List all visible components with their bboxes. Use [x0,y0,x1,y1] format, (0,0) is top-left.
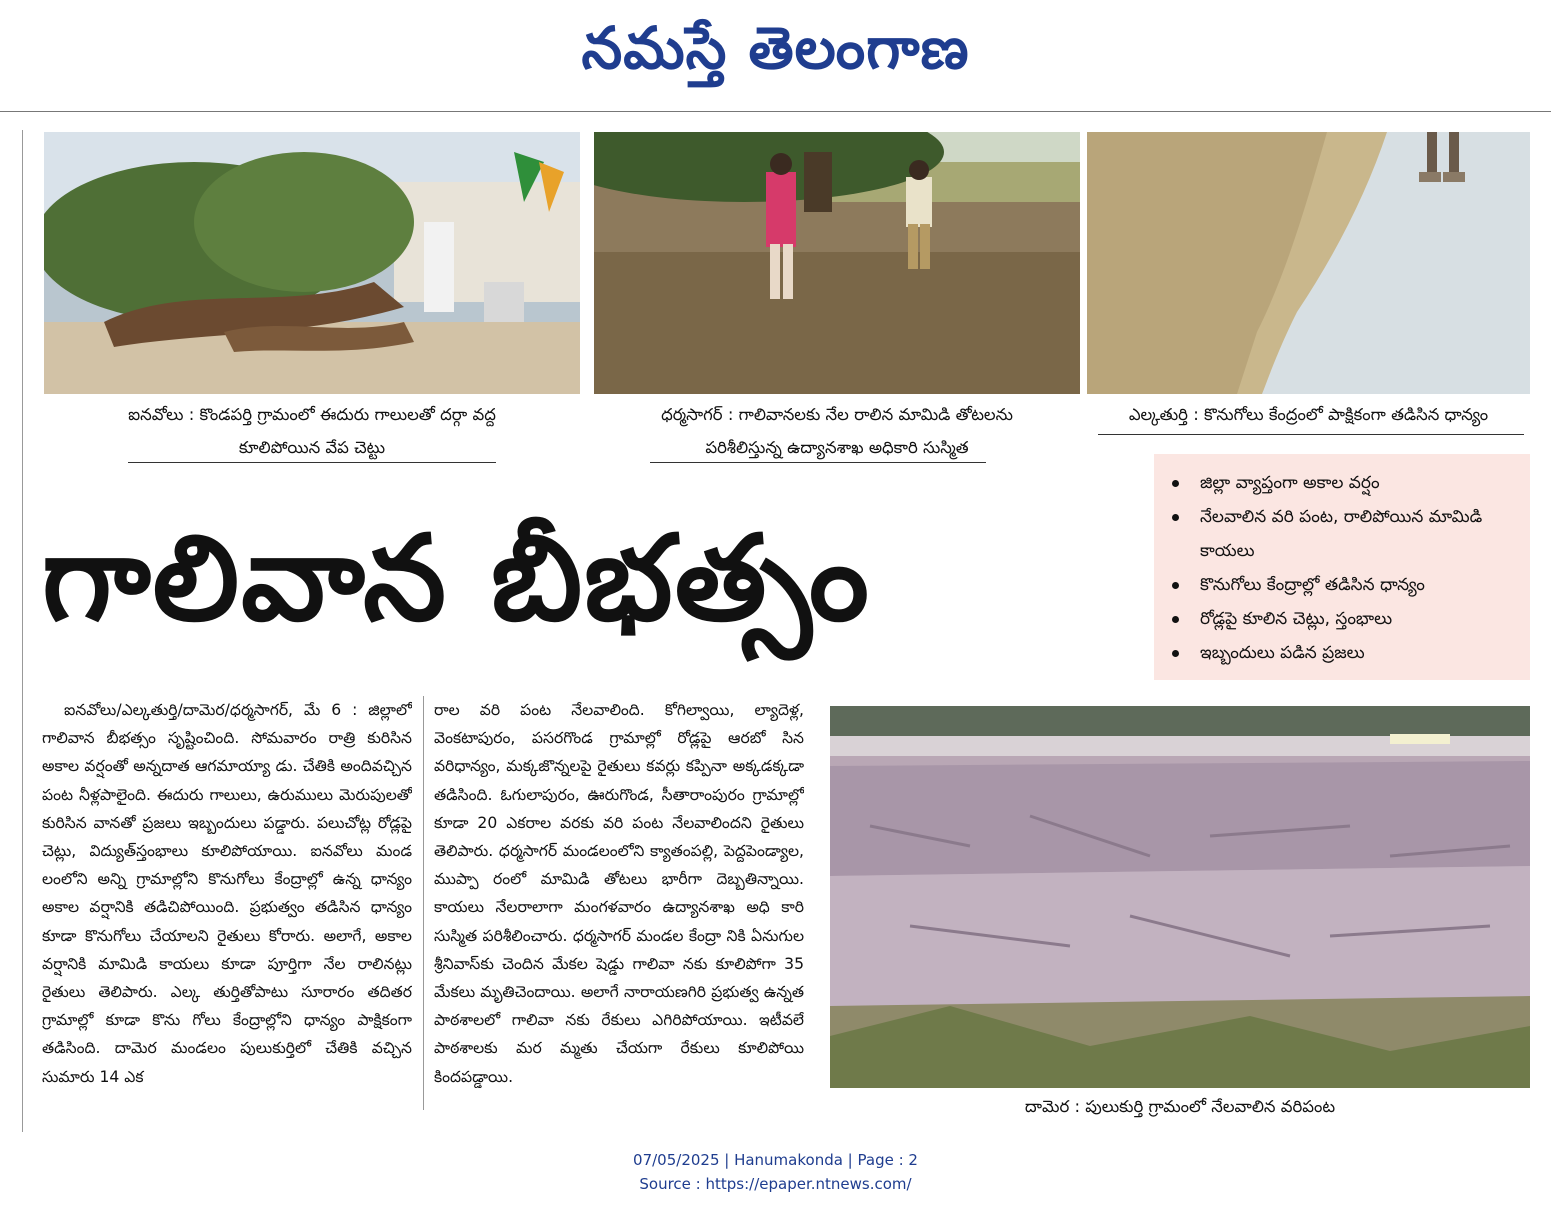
page-footer [0,1148,1551,1196]
photo-caption [830,1092,1530,1122]
photo-fallen-tree [44,132,580,394]
bullet-icon [1172,480,1179,487]
article-paragraph: ఐనవోలు/ఎల్కతుర్తి/దామెర/ధర్మసాగర్, మే 6 : జిల్లాలో గాలివాన బీభత్సం సృష్టించింది. సోమవారం రాత్రి కురిసిన అకాల వర్షంతో అన్నదాత ఆగమాయ్యా డు. చేతికి అందివచ్చిన పంట నీళ్లపాలైంది. ఈదురు గాలులు, ఉరుములు మెరుపులతో కురిసిన వానతో ప్రజలు ఇబ్బందులు పడ్డారు. పలుచోట్ల రోడ్లపై చెట్లు, విద్యుత్‌స్తంభాలు కూలిపోయాయి. ఐనవోలు మండ లంలోని అన్ని గ్రామాల్లోని కొనుగోలు కేంద్రాల్లో ఉన్న ధాన్యం అకాల వర్షానికి తడిచిపోయింది. ప్రభుత్వం తడిసిన ధాన్యం కూడా కొనుగోలు చేయాలని రైతులు కోరారు. అలాగే, అకాల వర్షానికి మామిడి కాయలు కూడా పూర్తిగా నేల రాలినట్లు రైతులు తెలిపారు. ఎల్క తుర్తితోపాటు సూరారం తదితర గ్రామాల్లో కూడా కొను గోలు కేంద్రాల్లోని ధాన్యం పాక్షికంగా తడిసింది. దామెర మండలం పులుకుర్తిలో చేతికి వచ్చిన సుమారు 14 ఎక [42,701,412,1086]
article-column-2 [434,696,804,1116]
highlight-item: ఇబ్బందులు పడిన ప్రజలు [1154,636,1530,670]
photo-mango-orchard [594,132,1080,394]
caption-line: ధర్మసాగర్ : గాలివానలకు నేల రాలిన మామిడి తోటలను [661,405,1013,424]
bullet-icon [1172,514,1179,521]
source-link[interactable]: Source : https://epaper.ntnews.com/ [639,1175,912,1193]
masthead-divider [0,111,1551,112]
bullet-icon [1172,582,1179,589]
photo-wet-paddy [1087,132,1530,394]
photo-caption [594,398,1080,464]
caption-line: పరిశీలిస్తున్న ఉద్యానశాఖ అధికారి సుస్మిత [705,438,969,457]
photo-caption [44,398,580,464]
highlight-item: రోడ్లపై కూలిన చెట్లు, స్తంభాలు [1154,602,1530,636]
highlight-item: నేలవాలిన వరి పంట, రాలిపోయిన మామిడి కాయలు [1154,500,1530,568]
article-paragraph: రాల వరి పంట నేలవాలింది. కోగిల్వాయి, ల్యాదెళ్ల, వెంకటాపురం, పసరగొండ గ్రామాల్లో రోడ్లపై ఆరబో సిన వరిధాన్యం, మక్కజొన్నలపై రైతులు కవర్లు కప్పినా అక్కడక్కడా తడిసింది. ఓగులాపురం, ఊరుగొండ, సీతారాంపురం గ్రామాల్లో కూడా 20 ఎకరాల వరకు వరి పంట నేలవాలిందని రైతులు తెలిపారు. ధర్మసాగర్ మండలంలోని క్యాతంపల్లి, పెద్దపెండ్యాల, ముప్పా రంలో మామిడి తోటలు భారీగా దెబ్బతిన్నాయి. కాయలు నేలరాలాగా మంగళవారం ఉద్యానశాఖ అధి కారి సుస్మిత పరిశీలించారు. ధర్మసాగర్ మండల కేంద్రా నికి ఏనుగుల శ్రీనివాస్‌కు చెందిన మేకల షెడ్డు గాలివా నకు కూలిపోగా 35 మేకలు మృతిచెందాయి. అలాగే నారాయణగిరి ప్రభుత్వ ఉన్నత పాఠశాలలో గాలివా నకు రేకులు ఎగిరిపోయాయి. ఇటీవలే పాఠశాలకు మర మ్మతు చేయగా రేకులు కూలిపోయి కిందపడ్డాయి. [434,701,804,1086]
caption-underline [128,462,496,463]
highlights-box [1154,454,1530,680]
caption-line: కూలిపోయిన వేప చెట్టు [238,438,386,457]
caption-underline [1098,434,1524,435]
highlight-item: కొనుగోలు కేంద్రాల్లో తడిసిన ధాన్యం [1154,568,1530,602]
highlight-item: జిల్లా వ్యాప్తంగా అకాల వర్షం [1154,466,1530,500]
article-column-1 [42,696,412,1116]
masthead [0,0,1551,112]
bullet-icon [1172,650,1179,657]
caption-line: దామెర : పులుకుర్తి గ్రామంలో నేలవాలిన వరిపంట [1024,1097,1336,1116]
caption-line: ఎల్కతుర్తి : కొనుగోలు కేంద్రంలో పాక్షికంగా తడిసిన ధాన్యం [1128,405,1489,424]
column-divider [423,696,424,1110]
edition-info: 07/05/2025 | Hanumakonda | Page : 2 [633,1151,918,1169]
photo-caption [1087,398,1530,431]
photo-lodged-paddy [830,706,1530,1088]
page-frame-line [22,130,23,1132]
newspaper-logo: నమస్తే తెలంగాణ [581,14,970,82]
caption-line: ఐనవోలు : కొండపర్తి గ్రామంలో ఈదురు గాలులతో దర్గా వద్ద [128,405,496,424]
bullet-icon [1172,616,1179,623]
caption-underline [650,462,986,463]
headline: గాలివాన బీభత్సం [42,509,871,647]
